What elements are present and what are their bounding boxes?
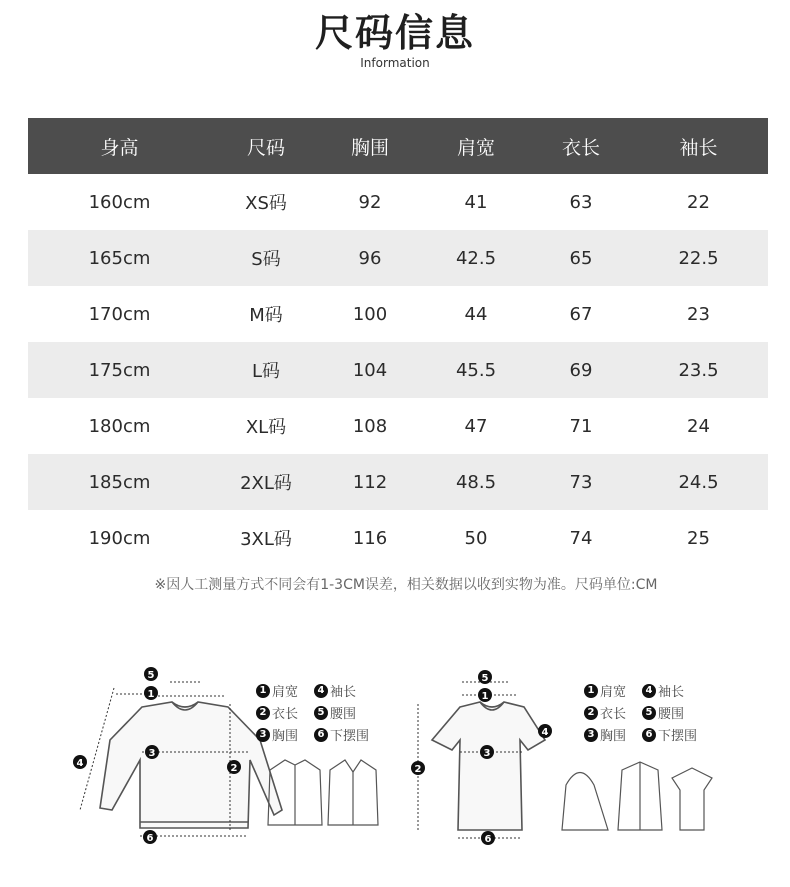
cell-sleeve: 22 [687,191,710,213]
marker-label: 5 [147,670,155,681]
cell-shoulder: 47 [464,415,488,437]
cell-height: 165cm [28,230,211,286]
table-row [28,398,768,454]
cell-sleeve: 25 [687,527,710,549]
legend-item: 1 肩宽 [256,681,314,700]
page-subtitle: Information [360,56,430,70]
cell-size: XL码 [245,417,287,438]
tshirt-legend [584,681,702,744]
header-chest: 胸围 [321,118,419,174]
cell-sleeve: 24 [687,415,710,437]
marker-label: 6 [146,833,154,844]
table-row [28,286,768,342]
cell-size: 3XL码 [240,529,292,550]
cell-shoulder: 50 [464,527,488,549]
cell-size: M码 [249,305,283,326]
cell-sleeve: 22.5 [629,230,768,286]
marker-label: 2 [414,764,422,775]
legend-item: 4 袖长 [314,681,374,700]
legend-item: 1 肩宽 [584,681,642,700]
legend-item: 6 下摆围 [642,725,702,744]
cell-length: 67 [569,303,593,325]
cell-sleeve: 24.5 [629,454,768,510]
cell-height: 170cm [88,303,151,325]
cell-shoulder: 42.5 [419,230,533,286]
marker-label: 2 [230,763,238,774]
cell-length: 63 [569,191,593,213]
marker-label: 1 [147,689,155,700]
cell-length: 71 [569,415,593,437]
cell-size: 2XL码 [211,454,321,510]
header-length: 衣长 [533,118,629,174]
legend-item: 5 腰围 [314,703,374,722]
cell-chest: 104 [321,342,419,398]
legend-item: 2 衣长 [584,703,642,722]
cell-height: 185cm [28,454,211,510]
table-row [28,230,768,286]
table-row [28,454,768,510]
table-header-row [28,118,768,174]
page-title: 尺码信息 [314,11,475,55]
cell-chest: 100 [352,303,388,325]
cell-chest: 92 [358,191,382,213]
legend-item: 2 衣长 [256,703,314,722]
legend-item: 4 袖长 [642,681,702,700]
marker-label: 4 [541,727,549,738]
marker-label: 4 [76,758,84,769]
cell-shoulder: 41 [464,191,488,213]
cell-length: 73 [533,454,629,510]
cell-height: 175cm [28,342,211,398]
cell-chest: 96 [321,230,419,286]
cell-length: 65 [533,230,629,286]
size-table [28,118,768,566]
jacket-sketch [268,760,378,825]
cell-length: 69 [533,342,629,398]
marker-label: 3 [483,748,491,759]
cell-shoulder: 45.5 [419,342,533,398]
table-row [28,342,768,398]
header-shoulder: 肩宽 [419,118,533,174]
cell-shoulder: 44 [464,303,488,325]
marker-label: 3 [148,748,156,759]
cell-sleeve: 23.5 [629,342,768,398]
cell-size: S码 [211,230,321,286]
cell-chest: 108 [352,415,388,437]
size-note: ※因人工测量方式不同会有1-3CM误差，相关数据以收到实物为准。尺码单位:CM [154,577,658,593]
marker-label: 5 [481,673,489,684]
legend-item: 3 胸围 [584,725,642,744]
cell-shoulder: 48.5 [419,454,533,510]
cell-height: 180cm [88,415,151,437]
cell-size: L码 [211,342,321,398]
legend-item: 3 胸围 [256,725,314,744]
cell-length: 74 [569,527,593,549]
cell-height: 160cm [88,191,151,213]
cell-height: 190cm [88,527,151,549]
header-sleeve: 袖长 [629,118,768,174]
cell-sleeve: 23 [687,303,710,325]
header-size: 尺码 [211,118,321,174]
legend-item: 6 下摆围 [314,725,374,744]
marker-label: 1 [481,691,489,702]
table-row [28,510,768,566]
sweater-legend [256,681,374,744]
table-row [28,174,768,230]
cell-size: XS码 [245,193,287,214]
marker-label: 6 [484,834,492,845]
cell-chest: 112 [321,454,419,510]
legend-item: 5 腰围 [642,703,702,722]
cell-chest: 116 [352,527,388,549]
apparel-sketch [562,762,712,830]
header-height: 身高 [28,118,211,174]
